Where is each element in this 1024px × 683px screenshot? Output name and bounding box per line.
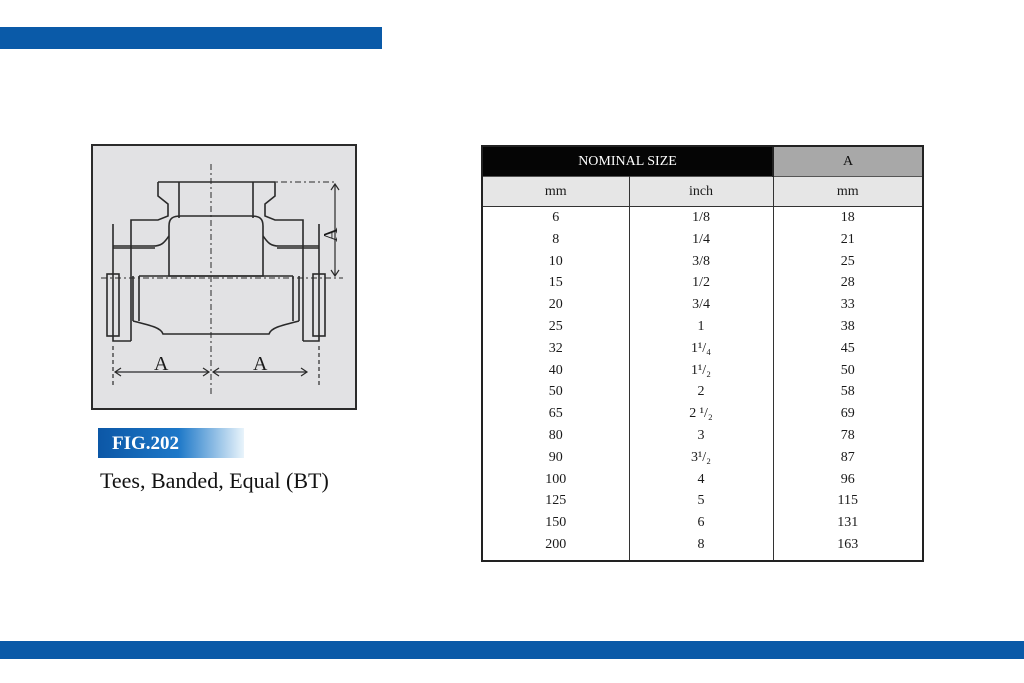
table-row xyxy=(482,512,923,534)
cell-mm: 90 xyxy=(482,447,629,469)
table-row xyxy=(482,229,923,251)
cell-inch: 1¹/₄ xyxy=(629,338,773,360)
table-row xyxy=(482,534,923,561)
table-row xyxy=(482,447,923,469)
table-row xyxy=(482,360,923,382)
cell-a: 18 xyxy=(840,210,855,225)
cell-mm: 80 xyxy=(482,425,629,447)
column-header-mm: mm xyxy=(482,177,629,207)
cell-a: 38 xyxy=(840,318,855,334)
cell-mm: 20 xyxy=(482,294,629,316)
cell-mm: 32 xyxy=(482,338,629,360)
cell-inch: 1/2 xyxy=(629,272,773,294)
cell-inch: 3/8 xyxy=(629,251,773,273)
cell-mm: 65 xyxy=(482,403,629,425)
cell-inch: 2 ¹/₂ xyxy=(629,403,773,425)
cell-mm: 10 xyxy=(482,251,629,273)
cell-a: 78 xyxy=(840,427,855,443)
table-row xyxy=(482,338,923,360)
cell-a: 25 xyxy=(840,253,855,269)
cell-mm: 150 xyxy=(482,512,629,534)
figure-number: FIG.202 xyxy=(112,433,180,454)
cell-inch: 3 xyxy=(629,425,773,447)
cell-a: 131 xyxy=(837,515,859,531)
bottom-accent-bar xyxy=(0,641,1024,659)
cell-mm: 200 xyxy=(482,534,629,561)
table-row xyxy=(482,403,923,425)
cell-mm: 6 xyxy=(482,207,629,229)
cell-inch: 8 xyxy=(629,534,773,561)
cell-a: 21 xyxy=(840,231,855,247)
table-row xyxy=(482,294,923,316)
dimension-label-left: A xyxy=(154,353,169,375)
tee-fitting-diagram xyxy=(93,146,355,408)
cell-inch: 1/4 xyxy=(629,229,773,251)
cell-inch: 5 xyxy=(629,490,773,512)
column-header-inch: inch xyxy=(629,177,773,207)
table-row xyxy=(482,207,923,229)
cell-mm: 15 xyxy=(482,272,629,294)
cell-a: 163 xyxy=(837,536,859,552)
cell-a: 33 xyxy=(840,297,855,313)
cell-a: 87 xyxy=(840,449,855,465)
cell-a: 96 xyxy=(840,471,855,487)
cell-mm: 25 xyxy=(482,316,629,338)
cell-mm: 50 xyxy=(482,381,629,403)
cell-inch: 6 xyxy=(629,512,773,534)
cell-inch: 1 xyxy=(629,316,773,338)
table-row xyxy=(482,251,923,273)
cell-inch: 4 xyxy=(629,469,773,491)
table-row xyxy=(482,381,923,403)
header-a: A xyxy=(773,146,923,177)
cell-inch: 3¹/₂ xyxy=(629,447,773,469)
table-row xyxy=(482,316,923,338)
figure-caption: Tees, Banded, Equal (BT) xyxy=(100,468,329,493)
cell-a: 115 xyxy=(837,493,858,509)
top-accent-bar xyxy=(0,27,382,49)
table-row xyxy=(482,272,923,294)
cell-inch: 1¹/₂ xyxy=(629,360,773,382)
cell-inch: 3/4 xyxy=(629,294,773,316)
tee-drawing xyxy=(91,144,357,410)
dimension-label-vertical: A xyxy=(320,227,342,242)
table-row xyxy=(482,469,923,491)
dimension-table xyxy=(481,145,924,562)
cell-mm: 40 xyxy=(482,360,629,382)
figure-badge xyxy=(98,428,244,458)
cell-a: 45 xyxy=(840,340,855,356)
cell-inch: 2 xyxy=(629,381,773,403)
column-header-a-mm: mm xyxy=(773,177,923,207)
cell-a: 58 xyxy=(840,384,855,400)
cell-a: 50 xyxy=(840,362,855,378)
header-nominal-size: NOMINAL SIZE xyxy=(482,146,773,177)
table-row xyxy=(482,490,923,512)
table-row xyxy=(482,425,923,447)
cell-a: 28 xyxy=(840,275,855,291)
cell-inch: 1/8 xyxy=(629,207,773,229)
cell-mm: 100 xyxy=(482,469,629,491)
cell-a: 69 xyxy=(840,406,855,422)
dimension-label-right: A xyxy=(253,353,268,375)
cell-mm: 8 xyxy=(482,229,629,251)
cell-mm: 125 xyxy=(482,490,629,512)
